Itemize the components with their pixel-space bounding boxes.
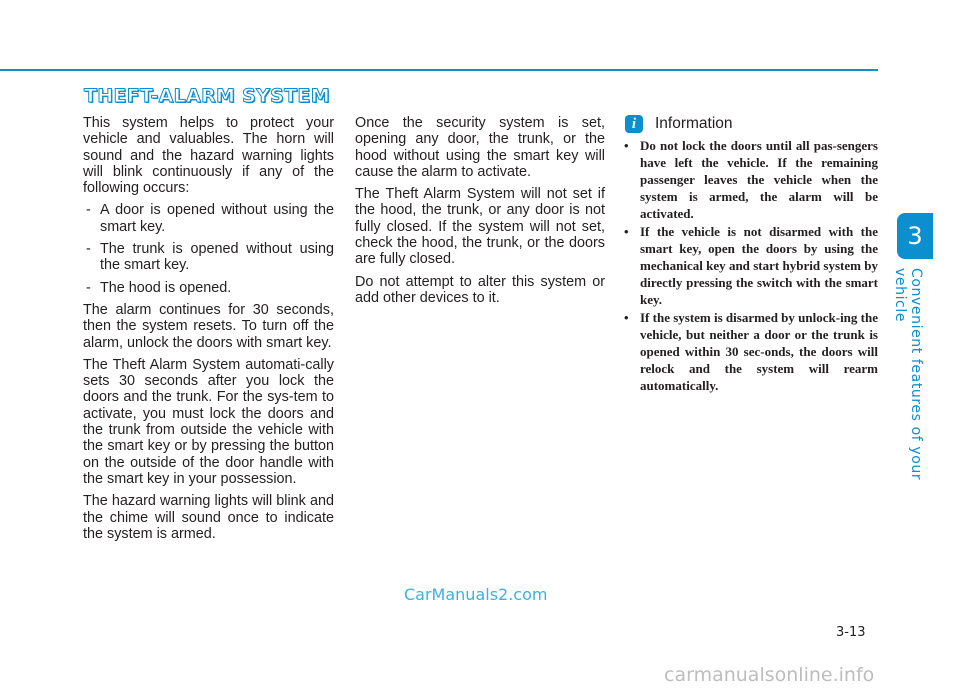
not-set-paragraph: The Theft Alarm System will not set if the hood, the trunk, or any door is not fully closed. If the system will not set, check the hood, the trunk, or the doors are fully closed. [355,186,605,268]
trigger-conditions-list [83,202,334,295]
list-item: - A door is opened without using the smart key. [83,202,334,235]
information-list [623,137,878,394]
list-item: - The trunk is opened without using the smart key. [83,241,334,274]
activation-paragraph: Once the security system is set, opening any door, the trunk, or the hood without using the smart key will cause the alarm to activate. [355,115,605,180]
alarm-duration-paragraph: The alarm continues for 30 seconds, then the system resets. To turn off the alarm, unlock the doors with smart key. [83,301,334,351]
list-item: • If the vehicle is not disarmed with the smart key, open the doors by using the mechanical key and start hybrid system by directly pressing the switch with the smart key. [623,223,878,308]
watermark-carmanualsonline[interactable]: carmanualsonline.info [664,664,875,686]
information-title: Information [655,114,733,132]
auto-set-paragraph: The Theft Alarm System automati-cally sets 30 seconds after you lock the doors and the trunk. For the sys-tem to activate, you must lock the doors and the trunk from outside the vehicle with the smart key or by pressing the button on the outside of the door handle with the smart key in your possession. [83,356,334,487]
information-box [623,115,878,395]
list-item: • Do not lock the doors until all pas-sengers have left the vehicle. If the remaining passenger leaves the vehicle when the system is armed, the alarm will be activated. [623,137,878,222]
column-left [83,115,334,548]
do-not-alter-paragraph: Do not attempt to alter this system or add other devices to it. [355,273,605,306]
information-icon: i [625,115,643,133]
chapter-title: Convenient features of your vehicle [892,268,924,481]
watermark-carmanuals2[interactable]: CarManuals2.com [404,585,548,604]
list-item: - The hood is opened. [83,280,334,296]
list-item: • If the system is disarmed by unlock-ing the vehicle, but neither a door or the trunk is opened within 30 sec-onds, the doors will relock and the system will rearm automatically. [623,309,878,394]
column-middle [355,115,605,312]
information-header [625,115,878,133]
section-title: THEFT-ALARM SYSTEM [84,85,330,107]
chapter-number-tab: 3 [897,213,933,259]
armed-indicator-paragraph: The hazard warning lights will blink and the chime will sound once to indicate the system is armed. [83,493,334,542]
intro-paragraph: This system helps to protect your vehicle and valuables. The horn will sound and the hazard warning lights will blink continuously if any of the following occurs: [83,115,334,197]
page-number: 3-13 [836,625,866,640]
header-rule [0,69,878,71]
